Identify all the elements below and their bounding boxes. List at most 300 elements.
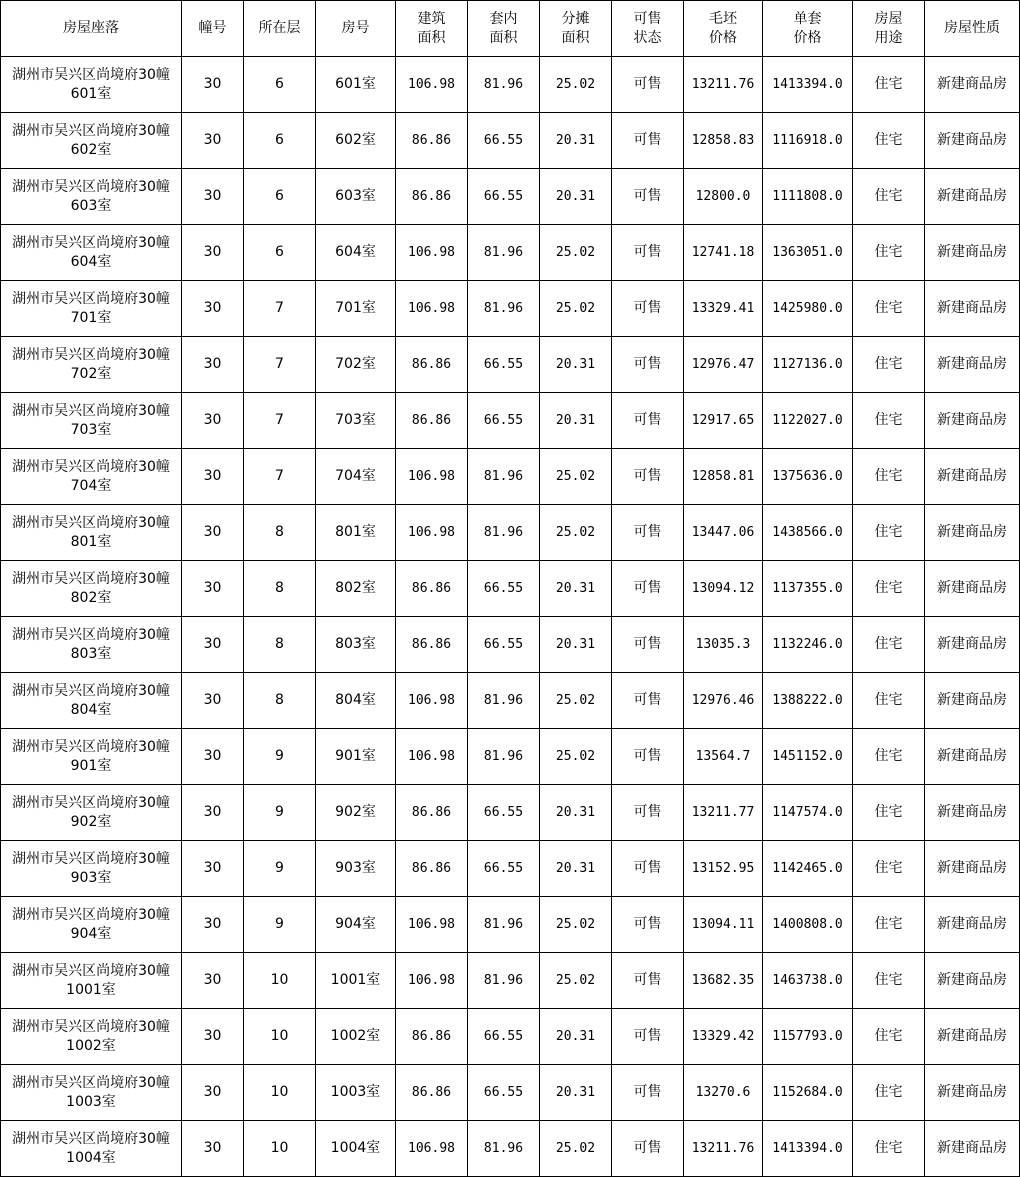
address-text: 801室 (70, 533, 112, 550)
column-header-text: 分摊 (561, 10, 590, 27)
address-text: 湖州市吴兴区尚境府30幢 (12, 178, 170, 195)
address-text: 湖州市吴兴区尚境府30幢 (12, 794, 170, 811)
total-price-cell: 1438566.0 (763, 505, 853, 561)
shared-area-cell: 20.31 (540, 393, 612, 449)
property-type-cell: 新建商品房 (925, 673, 1020, 729)
column-header-text: 房屋座落 (63, 20, 119, 36)
usage-cell: 住宅 (853, 393, 925, 449)
table-row (1, 897, 1020, 953)
sale-status-cell: 可售 (612, 1009, 684, 1065)
shared-area-cell: 25.02 (540, 953, 612, 1009)
table-row (1, 953, 1020, 1009)
table-row (1, 393, 1020, 449)
total-price-cell: 1137355.0 (763, 561, 853, 617)
address-text: 702室 (70, 365, 112, 382)
building-cell: 30 (182, 113, 244, 169)
usage-cell: 住宅 (853, 113, 925, 169)
address-cell (1, 617, 182, 673)
sale-status-cell: 可售 (612, 617, 684, 673)
table-row (1, 1065, 1020, 1121)
address-cell (1, 1065, 182, 1121)
total-price-cell: 1116918.0 (763, 113, 853, 169)
column-header-text: 价格 (709, 29, 737, 46)
address-cell (1, 953, 182, 1009)
column-header-text: 可售 (633, 10, 662, 27)
floor-cell: 7 (244, 337, 316, 393)
column-header-text: 所在层 (258, 20, 301, 36)
unit-price-cell: 13094.11 (684, 897, 763, 953)
room-cell: 902室 (316, 785, 396, 841)
floor-cell: 6 (244, 225, 316, 281)
usage-cell: 住宅 (853, 169, 925, 225)
shared-area-cell: 25.02 (540, 449, 612, 505)
inner-area-cell: 81.96 (468, 225, 540, 281)
gross-area-cell: 86.86 (396, 113, 468, 169)
unit-price-cell: 13564.7 (684, 729, 763, 785)
address-cell (1, 169, 182, 225)
table-row (1, 113, 1020, 169)
room-cell: 701室 (316, 281, 396, 337)
shared-area-cell: 20.31 (540, 169, 612, 225)
unit-price-cell: 12741.18 (684, 225, 763, 281)
unit-price-cell: 13152.95 (684, 841, 763, 897)
table-row (1, 449, 1020, 505)
floor-cell: 8 (244, 505, 316, 561)
property-type-cell: 新建商品房 (925, 1065, 1020, 1121)
room-cell: 1001室 (316, 953, 396, 1009)
building-cell: 30 (182, 897, 244, 953)
column-header-building (182, 1, 244, 57)
column-header-shared-area (540, 1, 612, 57)
usage-cell: 住宅 (853, 337, 925, 393)
sale-status-cell: 可售 (612, 337, 684, 393)
gross-area-cell: 106.98 (396, 505, 468, 561)
address-cell (1, 449, 182, 505)
building-cell: 30 (182, 561, 244, 617)
address-cell (1, 841, 182, 897)
address-text: 湖州市吴兴区尚境府30幢 (12, 122, 170, 139)
unit-price-cell: 12976.47 (684, 337, 763, 393)
column-header-text: 套内 (489, 10, 518, 27)
address-text: 湖州市吴兴区尚境府30幢 (12, 738, 170, 755)
address-cell (1, 393, 182, 449)
inner-area-cell: 81.96 (468, 449, 540, 505)
total-price-cell: 1111808.0 (763, 169, 853, 225)
address-text: 湖州市吴兴区尚境府30幢 (12, 290, 170, 307)
address-text: 湖州市吴兴区尚境府30幢 (12, 570, 170, 587)
property-type-cell: 新建商品房 (925, 897, 1020, 953)
usage-cell: 住宅 (853, 841, 925, 897)
table-row (1, 225, 1020, 281)
property-type-cell: 新建商品房 (925, 561, 1020, 617)
inner-area-cell: 81.96 (468, 673, 540, 729)
unit-price-cell: 12917.65 (684, 393, 763, 449)
property-type-cell: 新建商品房 (925, 281, 1020, 337)
address-text: 湖州市吴兴区尚境府30幢 (12, 682, 170, 699)
room-cell: 804室 (316, 673, 396, 729)
usage-cell: 住宅 (853, 449, 925, 505)
building-cell: 30 (182, 1065, 244, 1121)
column-header-text: 面积 (489, 29, 518, 46)
sale-status-cell: 可售 (612, 449, 684, 505)
gross-area-cell: 86.86 (396, 785, 468, 841)
usage-cell: 住宅 (853, 617, 925, 673)
building-cell: 30 (182, 729, 244, 785)
address-text: 1003室 (66, 1093, 116, 1110)
address-cell (1, 225, 182, 281)
address-text: 603室 (70, 197, 112, 214)
total-price-cell: 1132246.0 (763, 617, 853, 673)
total-price-cell: 1363051.0 (763, 225, 853, 281)
address-cell (1, 561, 182, 617)
address-text: 湖州市吴兴区尚境府30幢 (12, 346, 170, 363)
gross-area-cell: 86.86 (396, 169, 468, 225)
usage-cell: 住宅 (853, 729, 925, 785)
column-header-room (316, 1, 396, 57)
table-row (1, 729, 1020, 785)
address-text: 湖州市吴兴区尚境府30幢 (12, 1074, 170, 1091)
room-cell: 1003室 (316, 1065, 396, 1121)
shared-area-cell: 20.31 (540, 785, 612, 841)
room-cell: 904室 (316, 897, 396, 953)
column-header-total-price (763, 1, 853, 57)
inner-area-cell: 66.55 (468, 1009, 540, 1065)
total-price-cell: 1413394.0 (763, 1121, 853, 1177)
address-text: 湖州市吴兴区尚境府30幢 (12, 234, 170, 251)
total-price-cell: 1375636.0 (763, 449, 853, 505)
column-header-property-type (925, 1, 1020, 57)
address-text: 703室 (70, 421, 112, 438)
building-cell: 30 (182, 673, 244, 729)
total-price-cell: 1388222.0 (763, 673, 853, 729)
total-price-cell: 1451152.0 (763, 729, 853, 785)
table-body (1, 57, 1020, 1177)
room-cell: 703室 (316, 393, 396, 449)
sale-status-cell: 可售 (612, 1065, 684, 1121)
address-text: 湖州市吴兴区尚境府30幢 (12, 850, 170, 867)
shared-area-cell: 25.02 (540, 1121, 612, 1177)
total-price-cell: 1400808.0 (763, 897, 853, 953)
room-cell: 1002室 (316, 1009, 396, 1065)
sale-status-cell: 可售 (612, 897, 684, 953)
inner-area-cell: 66.55 (468, 337, 540, 393)
gross-area-cell: 106.98 (396, 1121, 468, 1177)
unit-price-cell: 12858.83 (684, 113, 763, 169)
table-row (1, 1009, 1020, 1065)
header-row (1, 1, 1020, 57)
inner-area-cell: 66.55 (468, 113, 540, 169)
column-header-text: 用途 (874, 29, 903, 46)
sale-status-cell: 可售 (612, 841, 684, 897)
address-cell (1, 505, 182, 561)
building-cell: 30 (182, 449, 244, 505)
column-header-unit-price (684, 1, 763, 57)
property-type-cell: 新建商品房 (925, 57, 1020, 113)
column-header-text: 房屋性质 (944, 20, 1000, 36)
address-text: 602室 (70, 141, 112, 158)
room-cell: 1004室 (316, 1121, 396, 1177)
usage-cell: 住宅 (853, 1121, 925, 1177)
address-text: 湖州市吴兴区尚境府30幢 (12, 626, 170, 643)
column-header-text: 建筑 (417, 10, 446, 27)
inner-area-cell: 66.55 (468, 785, 540, 841)
table-row (1, 337, 1020, 393)
unit-price-cell: 13035.3 (684, 617, 763, 673)
address-cell (1, 1009, 182, 1065)
building-cell: 30 (182, 505, 244, 561)
gross-area-cell: 86.86 (396, 617, 468, 673)
property-type-cell: 新建商品房 (925, 617, 1020, 673)
usage-cell: 住宅 (853, 281, 925, 337)
column-header-address (1, 1, 182, 57)
floor-cell: 8 (244, 561, 316, 617)
shared-area-cell: 20.31 (540, 617, 612, 673)
usage-cell: 住宅 (853, 505, 925, 561)
gross-area-cell: 86.86 (396, 393, 468, 449)
unit-price-cell: 12976.46 (684, 673, 763, 729)
total-price-cell: 1413394.0 (763, 57, 853, 113)
unit-price-cell: 13447.06 (684, 505, 763, 561)
address-text: 901室 (70, 757, 112, 774)
inner-area-cell: 66.55 (468, 1065, 540, 1121)
gross-area-cell: 106.98 (396, 281, 468, 337)
gross-area-cell: 106.98 (396, 729, 468, 785)
sale-status-cell: 可售 (612, 393, 684, 449)
property-type-cell: 新建商品房 (925, 785, 1020, 841)
inner-area-cell: 81.96 (468, 953, 540, 1009)
address-text: 904室 (70, 925, 112, 942)
gross-area-cell: 106.98 (396, 673, 468, 729)
room-cell: 601室 (316, 57, 396, 113)
gross-area-cell: 86.86 (396, 1065, 468, 1121)
address-text: 湖州市吴兴区尚境府30幢 (12, 458, 170, 475)
building-cell: 30 (182, 337, 244, 393)
room-cell: 803室 (316, 617, 396, 673)
address-text: 803室 (70, 645, 112, 662)
total-price-cell: 1142465.0 (763, 841, 853, 897)
sale-status-cell: 可售 (612, 561, 684, 617)
address-text: 湖州市吴兴区尚境府30幢 (12, 1018, 170, 1035)
address-text: 湖州市吴兴区尚境府30幢 (12, 962, 170, 979)
column-header-sale-status (612, 1, 684, 57)
shared-area-cell: 25.02 (540, 897, 612, 953)
shared-area-cell: 20.31 (540, 337, 612, 393)
floor-cell: 10 (244, 1009, 316, 1065)
gross-area-cell: 106.98 (396, 225, 468, 281)
address-text: 601室 (70, 85, 112, 102)
building-cell: 30 (182, 1121, 244, 1177)
address-cell (1, 673, 182, 729)
address-cell (1, 337, 182, 393)
inner-area-cell: 66.55 (468, 393, 540, 449)
address-text: 604室 (70, 253, 112, 270)
shared-area-cell: 25.02 (540, 729, 612, 785)
room-cell: 903室 (316, 841, 396, 897)
sale-status-cell: 可售 (612, 505, 684, 561)
floor-cell: 8 (244, 617, 316, 673)
address-text: 湖州市吴兴区尚境府30幢 (12, 66, 170, 83)
shared-area-cell: 20.31 (540, 1065, 612, 1121)
shared-area-cell: 25.02 (540, 225, 612, 281)
property-type-cell: 新建商品房 (925, 169, 1020, 225)
column-header-inner-area (468, 1, 540, 57)
column-header-text: 单套 (793, 10, 822, 27)
column-header-gross-area (396, 1, 468, 57)
property-type-cell: 新建商品房 (925, 337, 1020, 393)
column-header-text: 价格 (793, 29, 822, 46)
table-row (1, 561, 1020, 617)
table-row (1, 169, 1020, 225)
inner-area-cell: 81.96 (468, 729, 540, 785)
column-header-text: 毛坯 (709, 10, 737, 27)
building-cell: 30 (182, 57, 244, 113)
gross-area-cell: 106.98 (396, 57, 468, 113)
total-price-cell: 1157793.0 (763, 1009, 853, 1065)
usage-cell: 住宅 (853, 1065, 925, 1121)
address-text: 1002室 (66, 1037, 116, 1054)
property-type-cell: 新建商品房 (925, 393, 1020, 449)
sale-status-cell: 可售 (612, 729, 684, 785)
address-text: 802室 (70, 589, 112, 606)
building-cell: 30 (182, 393, 244, 449)
property-type-cell: 新建商品房 (925, 953, 1020, 1009)
sale-status-cell: 可售 (612, 673, 684, 729)
shared-area-cell: 20.31 (540, 561, 612, 617)
room-cell: 603室 (316, 169, 396, 225)
unit-price-cell: 13211.77 (684, 785, 763, 841)
floor-cell: 6 (244, 113, 316, 169)
gross-area-cell: 106.98 (396, 953, 468, 1009)
shared-area-cell: 25.02 (540, 673, 612, 729)
usage-cell: 住宅 (853, 897, 925, 953)
usage-cell: 住宅 (853, 561, 925, 617)
floor-cell: 9 (244, 729, 316, 785)
gross-area-cell: 86.86 (396, 841, 468, 897)
table-row (1, 505, 1020, 561)
address-text: 701室 (70, 309, 112, 326)
address-text: 704室 (70, 477, 112, 494)
unit-price-cell: 13211.76 (684, 57, 763, 113)
sale-status-cell: 可售 (612, 169, 684, 225)
unit-price-cell: 13270.6 (684, 1065, 763, 1121)
room-cell: 702室 (316, 337, 396, 393)
room-cell: 801室 (316, 505, 396, 561)
shared-area-cell: 25.02 (540, 57, 612, 113)
property-type-cell: 新建商品房 (925, 841, 1020, 897)
property-type-cell: 新建商品房 (925, 729, 1020, 785)
usage-cell: 住宅 (853, 225, 925, 281)
address-text: 903室 (70, 869, 112, 886)
gross-area-cell: 86.86 (396, 561, 468, 617)
usage-cell: 住宅 (853, 785, 925, 841)
inner-area-cell: 66.55 (468, 169, 540, 225)
unit-price-cell: 13094.12 (684, 561, 763, 617)
usage-cell: 住宅 (853, 953, 925, 1009)
building-cell: 30 (182, 281, 244, 337)
address-text: 902室 (70, 813, 112, 830)
property-type-cell: 新建商品房 (925, 1009, 1020, 1065)
address-text: 湖州市吴兴区尚境府30幢 (12, 402, 170, 419)
floor-cell: 6 (244, 169, 316, 225)
address-text: 1001室 (66, 981, 116, 998)
inner-area-cell: 81.96 (468, 505, 540, 561)
building-cell: 30 (182, 169, 244, 225)
sale-status-cell: 可售 (612, 225, 684, 281)
inner-area-cell: 81.96 (468, 281, 540, 337)
shared-area-cell: 20.31 (540, 113, 612, 169)
unit-price-cell: 13329.41 (684, 281, 763, 337)
room-cell: 704室 (316, 449, 396, 505)
building-cell: 30 (182, 841, 244, 897)
address-text: 湖州市吴兴区尚境府30幢 (12, 514, 170, 531)
property-type-cell: 新建商品房 (925, 113, 1020, 169)
shared-area-cell: 25.02 (540, 281, 612, 337)
column-header-text: 面积 (561, 29, 590, 46)
table-row (1, 57, 1020, 113)
address-cell (1, 729, 182, 785)
floor-cell: 9 (244, 785, 316, 841)
table-row (1, 617, 1020, 673)
address-cell (1, 281, 182, 337)
room-cell: 602室 (316, 113, 396, 169)
floor-cell: 9 (244, 841, 316, 897)
usage-cell: 住宅 (853, 57, 925, 113)
table-row (1, 673, 1020, 729)
total-price-cell: 1147574.0 (763, 785, 853, 841)
column-header-text: 幢号 (198, 20, 227, 36)
table-row (1, 1121, 1020, 1177)
address-cell (1, 897, 182, 953)
floor-cell: 9 (244, 897, 316, 953)
building-cell: 30 (182, 225, 244, 281)
shared-area-cell: 20.31 (540, 1009, 612, 1065)
total-price-cell: 1463738.0 (763, 953, 853, 1009)
address-text: 1004室 (66, 1149, 116, 1166)
column-header-usage (853, 1, 925, 57)
gross-area-cell: 106.98 (396, 897, 468, 953)
unit-price-cell: 12858.81 (684, 449, 763, 505)
property-type-cell: 新建商品房 (925, 1121, 1020, 1177)
total-price-cell: 1127136.0 (763, 337, 853, 393)
column-header-text: 房号 (341, 20, 370, 36)
address-cell (1, 113, 182, 169)
sale-status-cell: 可售 (612, 57, 684, 113)
inner-area-cell: 81.96 (468, 897, 540, 953)
room-cell: 802室 (316, 561, 396, 617)
room-cell: 604室 (316, 225, 396, 281)
floor-cell: 8 (244, 673, 316, 729)
floor-cell: 10 (244, 1121, 316, 1177)
total-price-cell: 1425980.0 (763, 281, 853, 337)
inner-area-cell: 66.55 (468, 841, 540, 897)
inner-area-cell: 66.55 (468, 561, 540, 617)
shared-area-cell: 25.02 (540, 505, 612, 561)
table-row (1, 841, 1020, 897)
address-cell (1, 1121, 182, 1177)
unit-price-cell: 13329.42 (684, 1009, 763, 1065)
floor-cell: 7 (244, 449, 316, 505)
column-header-text: 房屋 (874, 10, 903, 27)
floor-cell: 7 (244, 393, 316, 449)
property-type-cell: 新建商品房 (925, 505, 1020, 561)
property-type-cell: 新建商品房 (925, 449, 1020, 505)
total-price-cell: 1122027.0 (763, 393, 853, 449)
sale-status-cell: 可售 (612, 113, 684, 169)
building-cell: 30 (182, 785, 244, 841)
column-header-floor (244, 1, 316, 57)
unit-price-cell: 12800.0 (684, 169, 763, 225)
sale-status-cell: 可售 (612, 1121, 684, 1177)
